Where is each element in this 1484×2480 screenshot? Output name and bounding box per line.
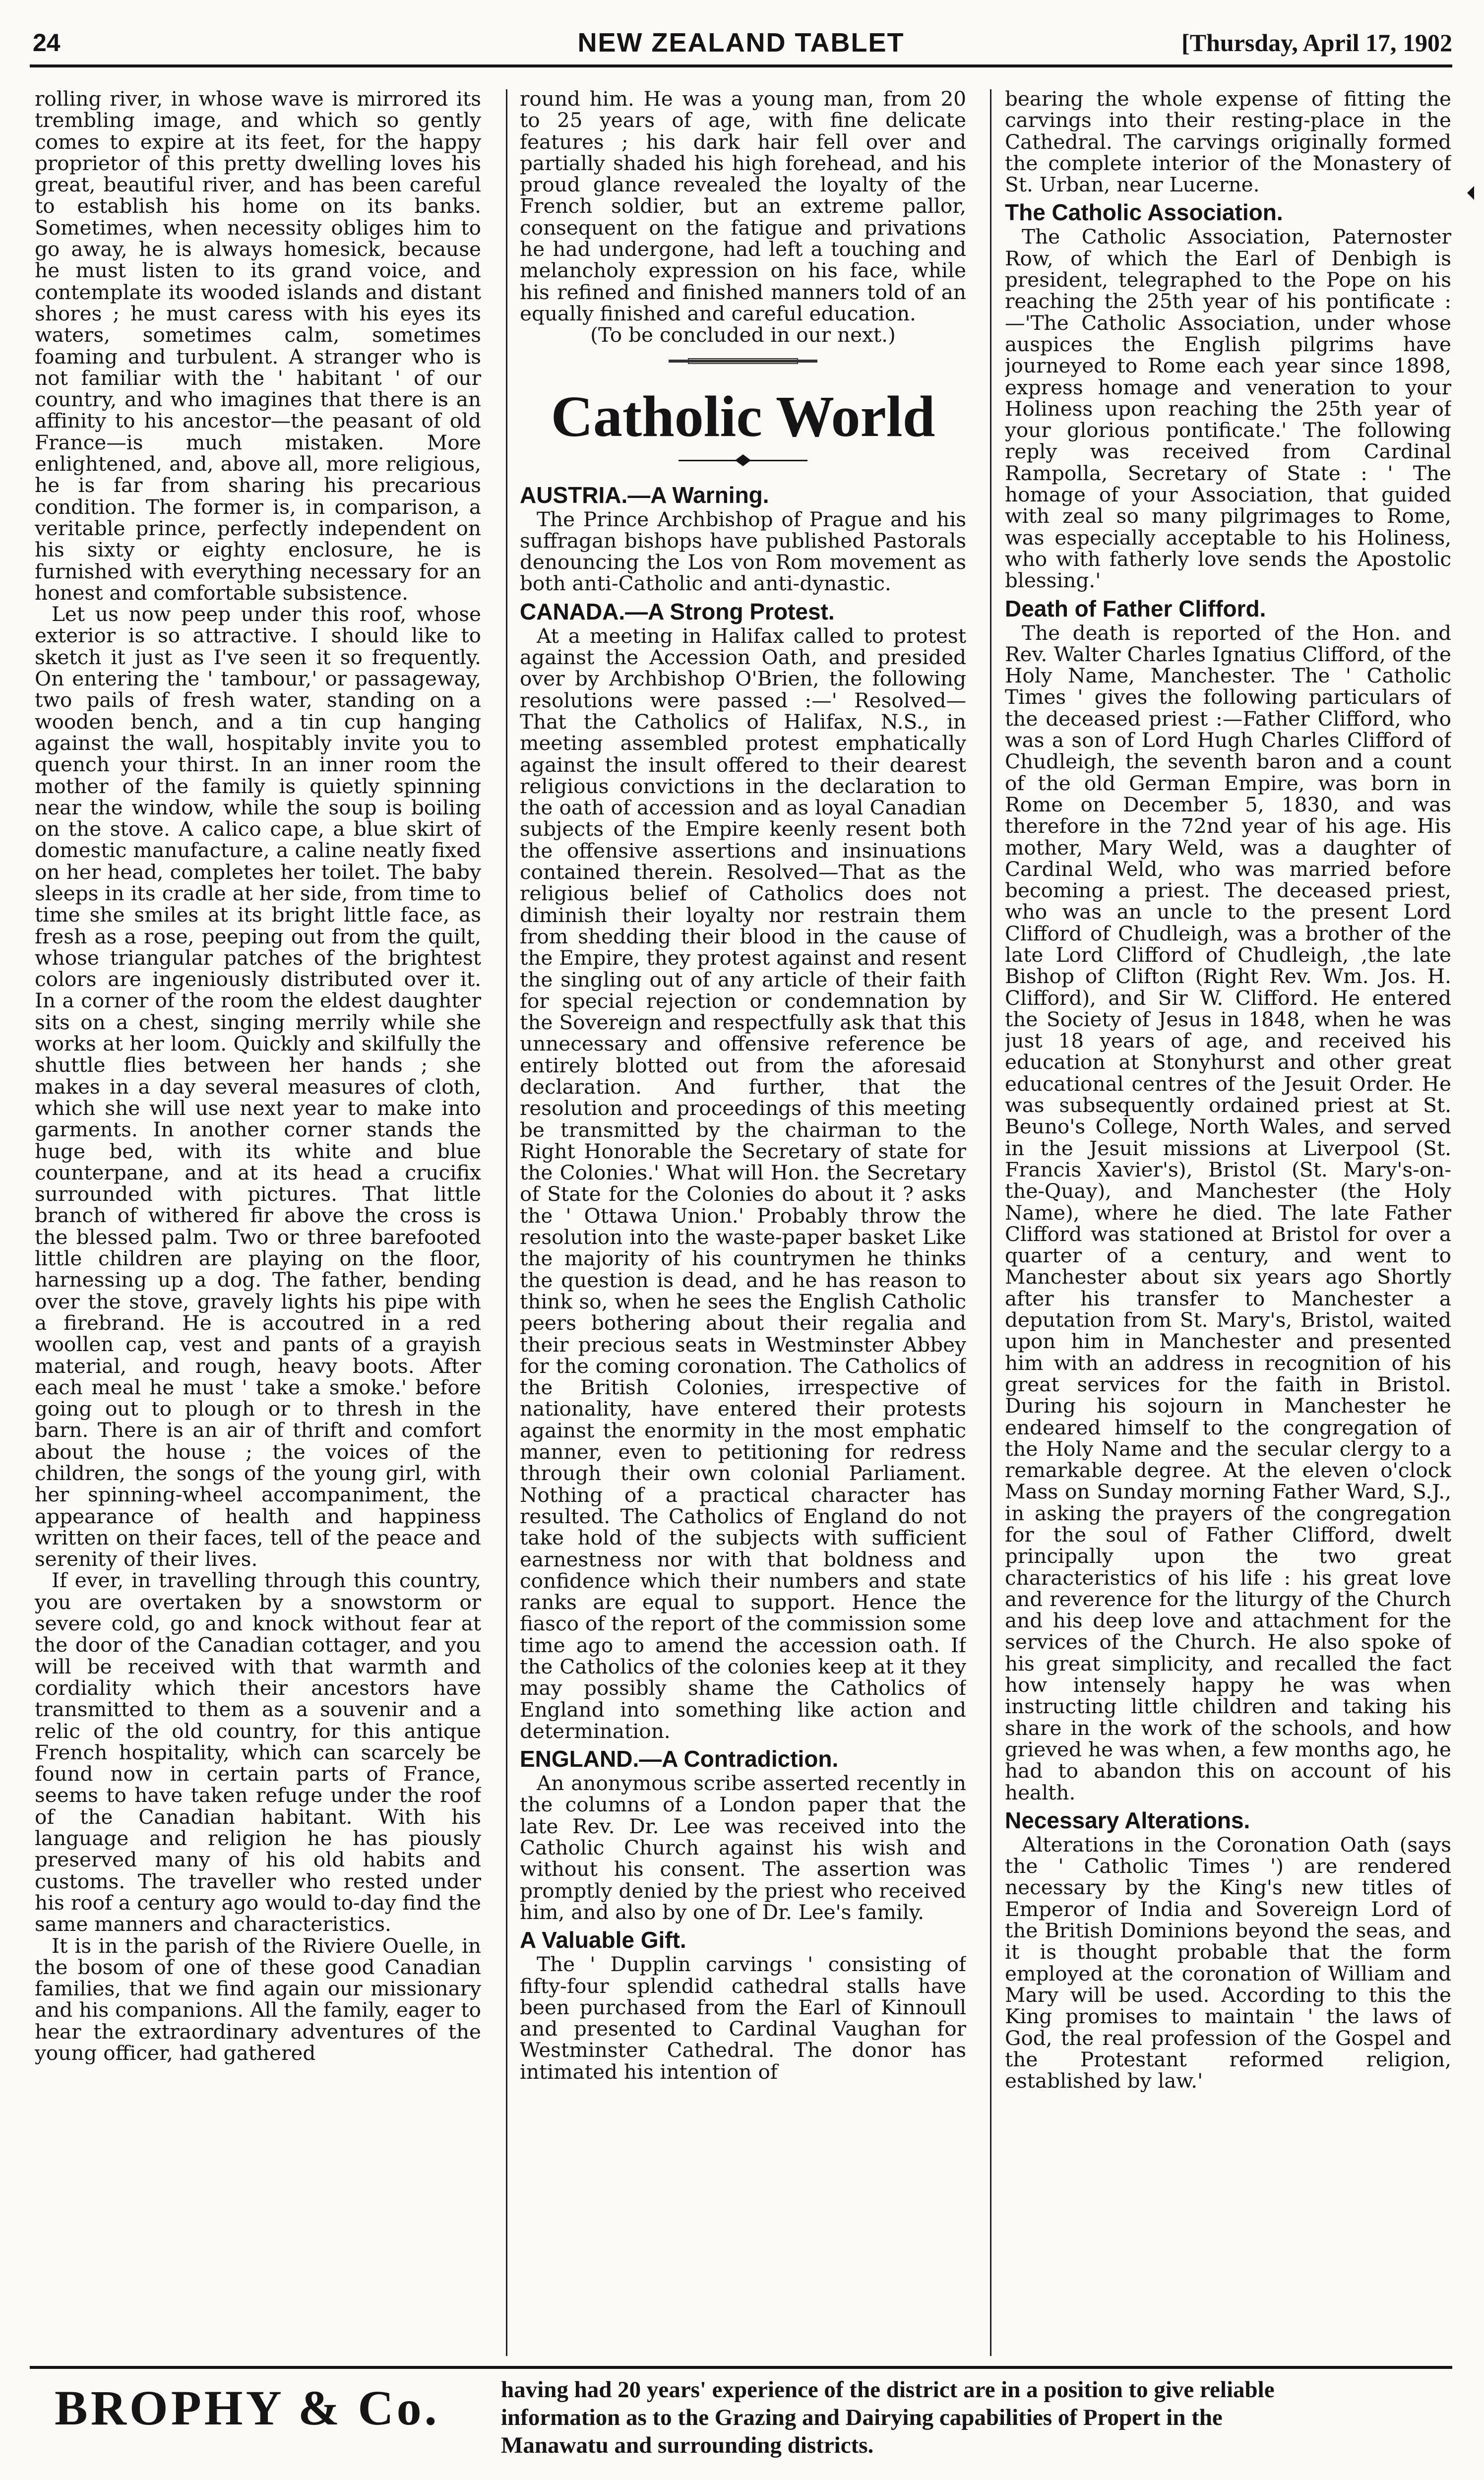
advert-line: information as to the Grazing and Dairying capabilities of Propert in the (501, 2405, 1223, 2430)
article-paragraph: The Catholic Association, Paternoster Row, of which the Earl of Denbigh is president, telegraphed to the Pope on his reaching the 25th year of his pontificate :—'The Catholic Association, under whose auspices the English pilgrims have journeyed to Rome each year since 1898, express homage and veneration to your Holiness upon reaching the 25th year of your glorious pontificate.' The following reply was received from Cardinal Rampolla, Secretary of State : ' The homage of your Association, that guided with zeal so many pilgrimages to Rome, was especially acceptable to his Holiness, who with fatherly love sends the Apostolic blessing.' (1005, 225, 1451, 593)
section-title: Catholic World (551, 383, 935, 449)
title-ornament (679, 453, 807, 467)
page-header (30, 18, 1452, 67)
page-number: 24 (33, 29, 61, 57)
story-continuation: round him. He was a young man, from 20 to 25 years of age, with fine delicate features ; his dark hair fell over and partially shaded his high forehead, and his proud glance revealed the loyalty of the French soldier, but an extreme pallor, consequent on the fatigue and privations he had undergone, had left a touching and melancholy expression on his face, while his refined and finished manners told of an equally finished and careful education. (520, 88, 966, 325)
article-paragraph: The Prince Archbishop of Prague and his suffragan bishops have published Pastorals denouncing the Los von Rom movement as both anti-Catholic and anti-dynastic. (520, 507, 966, 596)
article-heading-catholic-association: The Catholic Association. (1005, 199, 1283, 226)
ornamental-divider (669, 357, 817, 365)
advert-rule (30, 2366, 1452, 2369)
article-heading-austria: AUSTRIA.—A Warning. (520, 482, 769, 508)
article-paragraph: Alterations in the Coronation Oath (says the ' Catholic Times ') are rendered necessary by the King's new titles of Emperor of India and Sovereign Lord of the British Dominions beyond the seas, and it is thought probable that the form employed at the coronation of William and Mary will be used. According to this the King promises to maintain ' the laws of God, the real profession of the Gospel and the Protestant reformed religion, established by law.' (1005, 1832, 1451, 2093)
article-continuation: bearing the whole expense of fitting the carvings into their resting-place in the Cathedral. The carvings originally formed the complete interior of the Monastery of St. Urban, near Lucerne. (1005, 88, 1451, 197)
column-3 (1005, 88, 1451, 2365)
article-heading-father-clifford: Death of Father Clifford. (1005, 595, 1266, 621)
header-rule (30, 64, 1452, 67)
article-paragraph: At a meeting in Halifax called to protest against the Accession Oath, and presided over by Archbishop O'Brien, the following resolutions were passed :—' Resolved—That the Catholics of Halifax, N.S., in meeting assembled protest emphatically against the insult offered to their dearest religious convictions in the declaration to the oath of accession and as loyal Canadian subjects of the Empire keenly resent both the offensive assertions and insinuations contained therein. Resolved—That as the religious belief of Catholics does not diminish their loyalty nor restrain them from shedding their blood in the cause of the Empire, they protest against and resent the singling out of any article of their faith for special rejection or condemnation by the Sovereign and respectfully ask that this unnecessary and offensive reference be entirely blotted out from the aforesaid declaration. And further, that the resolution and proceedings of this meeting be transmitted by the chairman to the Right Honorable the Secretary of state for the Colonies.' What will Hon. the Secretary of State for the Colonies do about it ? asks the ' Ottawa Union.' Probably throw the resolution into the waste-paper basket Like the majority of his countrymen he thinks the question is dead, and he has reason to think so, when he sees the English Catholic peers bothering about their regalia and their precious seats in Westminster Abbey for the coming coronation. The Catholics of the British Colonies, irrespective of nationality, have entered their protests against the enormity in the most emphatic manner, even to petitioning for redress through their own colonial Parliament. Nothing of a practical character has resulted. The Catholics of England do not take hold of the subjects with sufficient earnestness nor with that boldness and confidence which their numbers and state ranks are equal to support. Hence the fiasco of the report of the commission some time ago to amend the accession oath. If the Catholics of the colonies keep at it they may possibly shame the Catholics of England into something like action and determination. (520, 623, 966, 1743)
advert-text (501, 2376, 1433, 2459)
article-paragraph: An anonymous scribe asserted recently in the columns of a London paper that the late Rev. Dr. Lee was received into the Catholic Church against his wish and without his consent. The assertion was promptly denied by the priest who received him, and also by one of Dr. Lee's family. (520, 1771, 966, 1924)
article-heading-canada: CANADA.—A Strong Protest. (520, 598, 835, 624)
article-heading-necessary-alterations: Necessary Alterations. (1005, 1807, 1250, 1833)
column-divider (506, 89, 507, 2356)
column-2 (520, 88, 966, 2365)
article-paragraph: The ' Dupplin carvings ' consisting of fifty-four splendid cathedral stalls have been purchased from the Earl of Kinnoull and presented to Cardinal Vaughan for Westminster Cathedral. The donor has intimated his intention of (520, 1952, 966, 2084)
col1-paragraph: If ever, in travelling through this country, you are overtaken by a snowstorm or severe cold, go and knock without fear at the door of the Canadian cottager, and you will be received with that warmth and cordiality which their ancestors have transmitted to them as a souvenir and a relic of the old country, for this antique French hospitality, which can scarcely be found now in certain parts of France, seems to have taken refuge under the roof of the Canadian habitant. With his language and religion he has piously preserved many of his old habits and customs. The traveller who rested under his roof a century ago would to-day find the same manners and characteristics. (35, 1568, 481, 1936)
article-paragraph: The death is reported of the Hon. and Rev. Walter Charles Ignatius Clifford, of the Holy Name, Manchester. The ' Catholic Times ' gives the following particulars of the deceased priest :—Father Clifford, who was a son of Lord Hugh Charles Clifford of Chudleigh, the seventh baron and a count of the old German Empire, was born in Rome on December 5, 1830, and was therefore in the 72nd year of his age. His mother, Mary Weld, was a daughter of Cardinal Weld, who was married before becoming a priest. The deceased priest, who was an uncle to the present Lord Clifford of Chudleigh, was a brother of the late Lord Clifford of Chudleigh, ,the late Bishop of Clifton (Right Rev. Wm. Jos. H. Clifford), and Sir W. Clifford. He entered the Society of Jesus in 1848, when he was just 18 years of age, and received his education at Stonyhurst and other great educational centres of the Jesuit Order. He was subsequently ordained priest at St. Beuno's College, North Wales, and served in the Jesuit missions at Liverpool (St. Francis Xavier's), Bristol (St. Mary's-on-the-Quay), and Manchester (the Holy Name), where he died. The late Father Clifford was stationed at Bristol for over a quarter of a century, and went to Manchester about six years ago Shortly after his transfer to Manchester a deputation from St. Mary's, Bristol, waited upon him in Manchester and presented him with an address in recognition of his great services for the faith in Bristol. During his sojourn in Manchester he endeared himself to the congregation of the Holy Name and the secular clergy to a remarkable degree. At the eleven o'clock Mass on Sunday morning Father Ward, S.J., in asking the prayers of the congregation for the soul of Father Clifford, dwelt principally upon the two great characteristics of his life : his great love and reverence for the liturgy of the Church and his deep love and attachment for the services of the Church. He also spoke of his great simplicity, and recalled the fact how intensely happy he was when instructing little children and taking his share in the work of the schools, and how grieved he was when, a few months ago, he had to abandon this on account of his health. (1005, 620, 1451, 1804)
col1-paragraph: rolling river, in whose wave is mirrored its trembling image, and which so gently comes to expire at its feet, for the happy proprietor of this pretty dwelling loves his great, beautiful river, and has been careful to establish his home on its banks. Sometimes, when necessity obliges him to go away, he is always homesick, because he must listen to its grand voice, and contemplate its wooded islands and distant shores ; he must caress with his eyes its waters, sometimes calm, sometimes foaming and turbulent. A stranger who is not familiar with the ' habitant ' of our country, and who imagines that there is an affinity to his ancestor—the peasant of old France—is much mistaken. More enlightened, and, above all, more religious, he is far from sharing his precarious condition. The former is, in comparison, a veritable prince, perfectly independent on his sixty or eighty enclosure, he is furnished with everything necessary for an honest and comfortable subsistence. (35, 88, 481, 605)
col1-paragraph: It is in the parish of the Riviere Ouelle, in the bosom of one of these good Canadian families, that we find again our missionary and his companions. All the family, eager to hear the extraordinary adventures of the young officer, had gathered (35, 1933, 481, 2065)
to-be-concluded-note: (To be concluded in our next.) (590, 323, 896, 347)
advert-company-name: BROPHY & Co. (55, 2380, 440, 2435)
issue-date: [Thursday, April 17, 1902 (1181, 29, 1452, 57)
advert-line: having had 20 years' experience of the district are in a position to give reliable (501, 2377, 1275, 2403)
col1-paragraph: Let us now peep under this roof, whose exterior is so attractive. I should like to sketch it just as I've seen it so frequently. On entering the ' tambour,' or passageway, two pails of fresh water, standing on a wooden bench, and a tin cup hanging against the wall, hospitably invite you to quench your thirst. In an inner room the mother of the family is quietly spinning near the window, while the soup is boiling on the stove. A calico cape, a blue skirt of domestic manufacture, a caline neatly fixed on her head, completes her toilet. The baby sleeps in its cradle at her side, from time to time she smiles at its bright little face, as fresh as a rose, peeping out from the quilt, whose triangular patches of the brightest colors are ingeniously distributed over it. In a corner of the room the eldest daughter sits on a chest, singing merrily while she works at her loom. Quickly and skilfully the shuttle flies between her hands ; she makes in a day several measures of cloth, which she will use next year to make into garments. In another corner stands the huge bed, with its white and blue counterpane, and at its head a crucifix surrounded with pictures. That little branch of withered fir above the cross is the blessed palm. Two or three barefooted little children are playing on the floor, harnessing up a dog. The father, bending over the stove, gravely lights his pipe with a firebrand. He is accoutred in a red woollen cap, vest and pants of a grayish material, and rough, heavy boots. After each meal he must ' take a smoke.' before going out to plough or to thresh in the barn. There is an air of thrift and comfort about the house ; the voices of the children, the songs of the young girl, with her spinning-wheel accompaniment, the appearance of health and happiness written on their faces, tell of the peace and serenity of their lives. (35, 602, 481, 1571)
advert-line: Manawatu and surrounding districts. (501, 2432, 874, 2458)
article-heading-england: ENGLAND.—A Contradiction. (520, 1746, 839, 1772)
masthead-title: NEW ZEALAND TABLET (577, 28, 905, 58)
article-heading-valuable-gift: A Valuable Gift. (520, 1927, 686, 1953)
column-divider (990, 89, 991, 2356)
column-1 (35, 88, 481, 2365)
margin-arrow-icon (1467, 186, 1474, 200)
